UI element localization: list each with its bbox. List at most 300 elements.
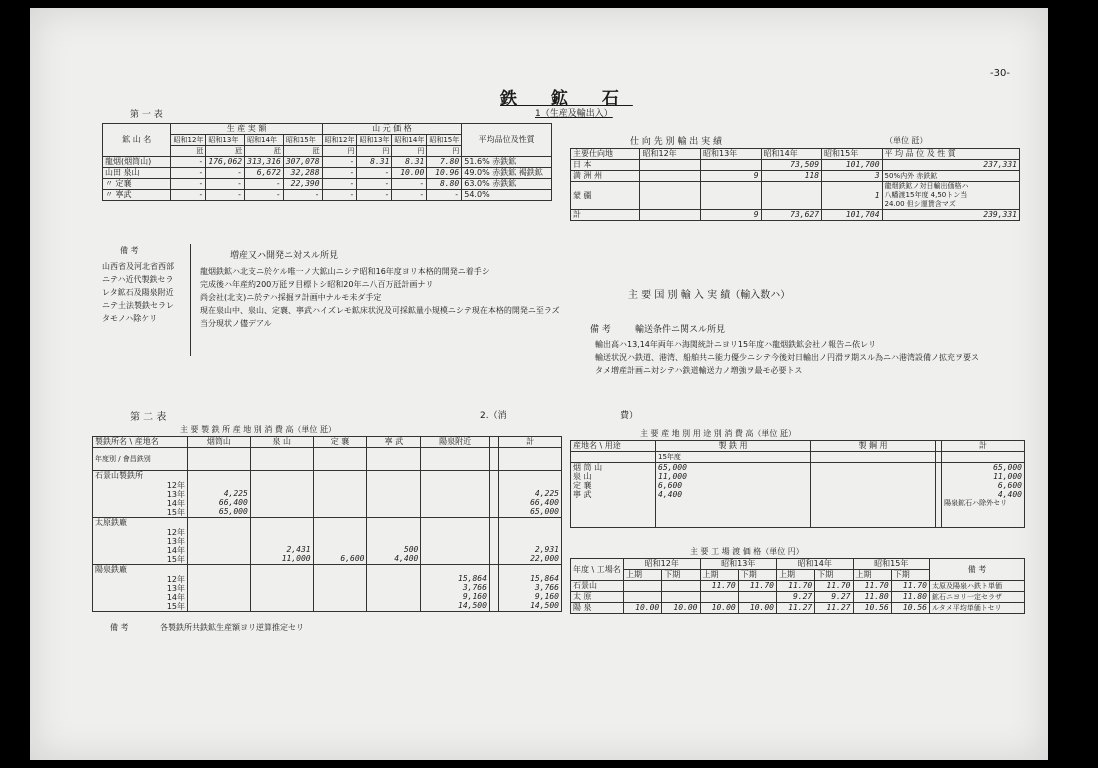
- value: 14,500: [530, 601, 559, 610]
- col-header: 昭和12年: [624, 559, 701, 570]
- note-line: タメ増産計画ニ対シテハ鉄道輸送力ノ増強ヲ最モ必要トス: [595, 366, 803, 375]
- value: 15,864: [530, 574, 559, 583]
- col-header: 製鉄所名 \ 産地名: [93, 437, 188, 448]
- export-title: 仕 向 先 別 輸 出 実 績: [630, 137, 723, 147]
- value: [253, 480, 311, 489]
- export-unit: （単位 瓩）: [885, 136, 928, 145]
- cell: 8.31: [392, 157, 427, 168]
- value: [423, 489, 487, 498]
- value: [501, 527, 559, 536]
- cell: -: [357, 179, 392, 190]
- col-header: 定 襄: [313, 437, 367, 448]
- table-row: [571, 603, 1025, 614]
- note-line: 尚会社(北支)ニ於テハ採掘ヲ計画中ナルモ未ダ手定: [200, 293, 382, 302]
- cell: [761, 182, 822, 210]
- cell: [421, 565, 490, 612]
- value: [253, 592, 311, 601]
- unit-label: 円: [427, 146, 462, 157]
- table1-label: 第 一 表: [130, 110, 163, 120]
- year: 12年: [166, 481, 185, 490]
- half-header: 上期: [700, 570, 738, 581]
- half-header: 上期: [777, 570, 815, 581]
- cell: -: [322, 179, 357, 190]
- import-remarks-body: [595, 338, 979, 377]
- cell: [640, 160, 701, 171]
- value: [190, 583, 248, 592]
- cell: -: [171, 157, 206, 168]
- cell: [640, 182, 701, 210]
- cell: 11.70: [815, 581, 853, 592]
- col-header: 昭和14年: [761, 149, 822, 160]
- year-header: 昭和13年: [357, 135, 392, 146]
- cell: [367, 471, 421, 518]
- cell: [701, 160, 762, 171]
- cell: -: [245, 179, 284, 190]
- cell: [367, 565, 421, 612]
- cell: [313, 565, 367, 612]
- value: 2,431: [286, 545, 311, 554]
- group-cell: [93, 471, 188, 518]
- year-header: 昭和14年: [392, 135, 427, 146]
- table-row: [571, 160, 1020, 171]
- table-row: [571, 210, 1020, 221]
- value: 4,225: [534, 489, 559, 498]
- value: [369, 583, 418, 592]
- cell: 118: [761, 171, 822, 182]
- table4-title: 主 要 工 場 渡 価 格（単位 円）: [690, 547, 804, 556]
- cell: -: [357, 168, 392, 179]
- value: 6,600: [658, 481, 683, 490]
- remarks-body: [200, 265, 560, 330]
- cell: 9: [701, 171, 762, 182]
- cell: 10.00: [662, 603, 700, 614]
- value: [316, 527, 365, 536]
- cell: 計: [571, 210, 640, 221]
- group-name: 石景山製鉄所: [95, 471, 143, 480]
- value: [423, 498, 487, 507]
- value: [253, 507, 311, 516]
- year-header: 昭和15年: [283, 135, 322, 146]
- cell: 11.80: [853, 592, 891, 603]
- page-title: 鉄 鉱 石: [500, 89, 633, 109]
- value: [369, 527, 418, 536]
- mine-name: 山田 泉山: [103, 168, 171, 179]
- value: 3,766: [534, 583, 559, 592]
- cell: [188, 518, 251, 565]
- year: 15年: [166, 555, 185, 564]
- col-header: 主要仕向地: [571, 149, 640, 160]
- value: [316, 507, 365, 516]
- table-row: [571, 171, 1020, 182]
- value: [369, 498, 418, 507]
- half-header: 下期: [662, 570, 700, 581]
- cell: 11.27: [815, 603, 853, 614]
- cell: [421, 471, 490, 518]
- col-sales: 山 元 価 格: [322, 124, 462, 135]
- cell: 10.00: [624, 603, 662, 614]
- year: 13年: [166, 490, 185, 499]
- cell: [942, 463, 1025, 528]
- col-header: 寧 武: [367, 437, 421, 448]
- col-header: 製 鉄 用: [656, 441, 811, 452]
- unit-label: 瓩: [206, 146, 245, 157]
- cell: [367, 518, 421, 565]
- value: [190, 574, 248, 583]
- table-row: [571, 182, 1020, 210]
- cell: 11.70: [853, 581, 891, 592]
- table2-remarks-text: 各製鉄所共鉄鉱生産額ヨリ逆算推定セリ: [160, 623, 304, 632]
- cell: [250, 518, 313, 565]
- value: 11,000: [658, 472, 687, 481]
- factory-name: 石景山: [571, 581, 624, 592]
- value: [190, 527, 248, 536]
- value: 4,225: [223, 489, 248, 498]
- note-line: 龍烟鉄鉱ハ北支ニ於ケル唯一ノ大鉱山ニシテ昭和16年度ヨリ本格的開発ニ着手シ: [200, 267, 490, 276]
- table1-production: [102, 123, 552, 201]
- table-row: [571, 581, 1025, 592]
- mine-name: 〃 寧武: [103, 190, 171, 201]
- value: [369, 536, 418, 545]
- table2-title: 主 要 製 鉄 所 産 地 別 消 費 高（単位 瓩）: [180, 425, 336, 434]
- half-header: 上期: [624, 570, 662, 581]
- half-header: 下期: [738, 570, 776, 581]
- note-line: 完成後ハ年産約200万瓩ヲ目標トシ昭和20年ニ八百万瓩計画ナリ: [200, 280, 434, 289]
- cell: 10.00: [738, 603, 776, 614]
- value: 4,400: [394, 554, 419, 563]
- cell: 10.56: [891, 603, 929, 614]
- year-list: [95, 481, 185, 517]
- col-header: 備 考: [930, 559, 1025, 581]
- cell: [656, 463, 811, 528]
- mine-name: 龍烟(烟筒山): [103, 157, 171, 168]
- site-name: 定 襄: [573, 481, 592, 490]
- value: [501, 480, 559, 489]
- value: 65,000: [993, 463, 1022, 472]
- value: [316, 498, 365, 507]
- year: 14年: [166, 593, 185, 602]
- value: 9,160: [534, 592, 559, 601]
- cell: 237,331: [882, 160, 1019, 171]
- cell: 11.27: [777, 603, 815, 614]
- col-header: 産地名 \ 用途: [571, 441, 656, 452]
- value: 500: [403, 545, 419, 554]
- value: [369, 489, 418, 498]
- value: 11,000: [993, 472, 1022, 481]
- value: [423, 480, 487, 489]
- cell: 73,627: [761, 210, 822, 221]
- table-row: [103, 157, 552, 168]
- remark: 鉱石ニヨリ一定セラザ: [930, 592, 1025, 603]
- cell: 8.31: [357, 157, 392, 168]
- table-row: [571, 592, 1025, 603]
- remarks-heading: 増産又ハ開発ニ対スル所見: [230, 251, 339, 261]
- col-header: 昭和15年: [853, 559, 930, 570]
- col-header: 昭和13年: [701, 149, 762, 160]
- value: [190, 545, 248, 554]
- site-name: 寧 武: [573, 490, 592, 499]
- col-header: 平 均 品 位 及 性 質: [882, 149, 1019, 160]
- cell: [571, 463, 656, 528]
- value: [423, 536, 487, 545]
- cell: 22,390: [283, 179, 322, 190]
- note-line: タモノハ除ケリ: [102, 314, 158, 323]
- year-header: 昭和12年: [322, 135, 357, 146]
- site-name: 烟 筒 山: [573, 463, 603, 472]
- value: [316, 489, 365, 498]
- import-remarks-heading: 輸送条件ニ関スル所見: [635, 325, 726, 335]
- cell: -: [206, 179, 245, 190]
- value: [253, 527, 311, 536]
- year-header: 昭和14年: [245, 135, 284, 146]
- col-production: 生 産 実 額: [171, 124, 322, 135]
- table4-prices: [570, 558, 1025, 614]
- col-grade: 平均品位及性質: [462, 124, 552, 157]
- cell: 6,672: [245, 168, 284, 179]
- table-row: [103, 168, 552, 179]
- cell: 7.80: [427, 157, 462, 168]
- value: [190, 592, 248, 601]
- value: [369, 480, 418, 489]
- cell: 3: [822, 171, 883, 182]
- import-remarks-label: 備 考: [590, 325, 611, 335]
- cell: 11.70: [891, 581, 929, 592]
- col-header: 昭和12年: [640, 149, 701, 160]
- table2-label: 第 二 表: [130, 412, 167, 423]
- value: [253, 574, 311, 583]
- cell: [738, 592, 776, 603]
- cell: 51.6% 赤鉄鉱: [462, 157, 552, 168]
- value: 66,400: [218, 498, 248, 507]
- unit-label: 瓩: [283, 146, 322, 157]
- cell: [499, 518, 562, 565]
- table-row: [93, 471, 562, 518]
- cell: 101,700: [822, 160, 883, 171]
- row-header: 年度別 / 會昌鉄別: [93, 448, 188, 471]
- half-header: 下期: [891, 570, 929, 581]
- value: [316, 574, 365, 583]
- note-line: 輸送状況ハ鉄道、港湾、船舶共ニ能力優少ニシテ今後対日輸出ノ円滑ヲ期スル為ニハ港湾設備ノ拡充ヲ要ス: [595, 353, 979, 362]
- note-line: 24.00 但シ運賃含マズ: [884, 200, 956, 208]
- cell: -: [322, 168, 357, 179]
- half-header: 上期: [853, 570, 891, 581]
- cell: -: [206, 168, 245, 179]
- year-header: 昭和15年: [427, 135, 462, 146]
- cell: -: [427, 190, 462, 201]
- cell: 239,331: [882, 210, 1019, 221]
- table2-remarks-label: 備 考: [110, 623, 129, 632]
- cell: [421, 518, 490, 565]
- note-line: 八幡渡15年度 4,50トン当: [884, 191, 968, 199]
- col-header: 年度 \ 工場名: [571, 559, 624, 581]
- year: 14年: [166, 546, 185, 555]
- value: [316, 536, 365, 545]
- cell: 日 本: [571, 160, 640, 171]
- note-line: 現在泉山中、泉山、定襄、寧武ハイズレモ鉱床状況及可採鉱量小規模ニシテ現在本格的開発ニ至ラズ: [200, 306, 560, 315]
- cell: 54.0%: [462, 190, 552, 201]
- col-header: 計: [942, 441, 1025, 452]
- cell: [882, 182, 1019, 210]
- value: 11,000: [281, 554, 311, 563]
- note-line: 龍烟鉄鉱ノ対日輸出価格ハ: [884, 182, 969, 190]
- factory-name: 陽 泉: [571, 603, 624, 614]
- year: 15年: [166, 602, 185, 611]
- mine-name: 〃 定襄: [103, 179, 171, 190]
- value: [501, 536, 559, 545]
- value: [316, 601, 365, 610]
- value: 22,000: [530, 554, 559, 563]
- page-subtitle: 1（生産及輸出入）: [535, 109, 613, 119]
- cell: 176,062: [206, 157, 245, 168]
- value: [423, 527, 487, 536]
- table2-consumption: [92, 436, 562, 612]
- cell: 10.56: [853, 603, 891, 614]
- cell: [250, 471, 313, 518]
- cell: [640, 171, 701, 182]
- value: [253, 498, 311, 507]
- cell: -: [171, 168, 206, 179]
- year: 12年: [166, 528, 185, 537]
- half-header: 下期: [815, 570, 853, 581]
- page-number: -30-: [990, 68, 1010, 79]
- col-header: 昭和15年: [822, 149, 883, 160]
- cell: 50%内外 赤鉄鉱: [882, 171, 1019, 182]
- year: 13年: [166, 537, 185, 546]
- value: 6,600: [997, 481, 1022, 490]
- value: 6,600: [340, 554, 365, 563]
- cell: [640, 210, 701, 221]
- cell: [701, 182, 762, 210]
- cell: 101,704: [822, 210, 883, 221]
- value: [253, 601, 311, 610]
- remarks-left: [102, 260, 174, 325]
- note: 陽泉鉱石ハ除外セリ: [944, 499, 1008, 507]
- col-header: 昭和14年: [777, 559, 854, 570]
- document-page: [30, 8, 1048, 760]
- cell: 1: [822, 182, 883, 210]
- year-header: 昭和13年: [206, 135, 245, 146]
- note-line: レタ鉱石及陽泉附近: [102, 288, 174, 297]
- cell: 9.27: [777, 592, 815, 603]
- group-name: 太原鉄廠: [95, 518, 127, 527]
- group-name: 陽泉鉄廠: [95, 565, 127, 574]
- value: [316, 480, 365, 489]
- cell: 10.00: [392, 168, 427, 179]
- col-header: 昭和13年: [700, 559, 777, 570]
- cell: 9.27: [815, 592, 853, 603]
- cell: 307,078: [283, 157, 322, 168]
- value: [423, 545, 487, 554]
- year: 13年: [166, 584, 185, 593]
- cell: 11.70: [738, 581, 776, 592]
- cell: [313, 518, 367, 565]
- cell: 63.0% 赤鉄鉱: [462, 179, 552, 190]
- value: 4,400: [997, 490, 1022, 499]
- cell: -: [206, 190, 245, 201]
- value: 65,000: [658, 463, 687, 472]
- value: [423, 554, 487, 563]
- note-line: 当分現状ノ儘デアル: [200, 319, 272, 328]
- value: [253, 536, 311, 545]
- cell: -: [283, 190, 322, 201]
- note-line: 山西省及河北省西部: [102, 262, 174, 271]
- cell: [624, 592, 662, 603]
- value: [190, 554, 248, 563]
- cell: [662, 581, 700, 592]
- cell: -: [357, 190, 392, 201]
- unit-label: 円: [357, 146, 392, 157]
- col-mine: 鉱 山 名: [103, 124, 171, 157]
- col-header: [489, 437, 498, 448]
- cell: 蒙 疆: [571, 182, 640, 210]
- table-row: [103, 179, 552, 190]
- cell: -: [322, 190, 357, 201]
- value: 15,864: [458, 574, 487, 583]
- year-list: [95, 528, 185, 564]
- value: 65,000: [218, 507, 248, 516]
- value: 14,500: [458, 601, 487, 610]
- year-header: 昭和12年: [171, 135, 206, 146]
- value: [316, 545, 365, 554]
- cell: [188, 471, 251, 518]
- cell: 満 洲 州: [571, 171, 640, 182]
- note-line: ニテ土法製鉄セラレ: [102, 301, 174, 310]
- cell: -: [322, 157, 357, 168]
- cell: [499, 471, 562, 518]
- col-header: 泉 山: [250, 437, 313, 448]
- cell: 32,288: [283, 168, 322, 179]
- cell: [499, 565, 562, 612]
- value: [190, 601, 248, 610]
- cell: [188, 565, 251, 612]
- year: 12年: [166, 575, 185, 584]
- export-table: [570, 148, 1020, 221]
- cell: 313,316: [245, 157, 284, 168]
- remark: ルタメ平均単価トセリ: [930, 603, 1025, 614]
- factory-name: 太 原: [571, 592, 624, 603]
- year-list: [95, 575, 185, 611]
- value: [190, 536, 248, 545]
- section-mark: 2.（消: [480, 411, 507, 421]
- cell: [662, 592, 700, 603]
- value: 65,000: [530, 507, 559, 516]
- remark: 太原及陽泉ハ鉄ト単価: [930, 581, 1025, 592]
- site-name: 泉 山: [573, 472, 592, 481]
- cell: 73,509: [761, 160, 822, 171]
- cell: -: [171, 179, 206, 190]
- year: 14年: [166, 499, 185, 508]
- cell: 10.00: [700, 603, 738, 614]
- col-header: 烟筒山: [188, 437, 251, 448]
- value: [316, 592, 365, 601]
- col-header: 計: [499, 437, 562, 448]
- cell: 10.96: [427, 168, 462, 179]
- unit-label: 瓩: [245, 146, 284, 157]
- cell: 49.0% 赤鉄鉱 褐鉄鉱: [462, 168, 552, 179]
- cell: 11.80: [891, 592, 929, 603]
- table-row: [93, 565, 562, 612]
- group-cell: [93, 518, 188, 565]
- table3-usage: [570, 440, 1025, 528]
- cell: 8.80: [427, 179, 462, 190]
- cell: -: [392, 190, 427, 201]
- value: 3,766: [462, 583, 487, 592]
- cell: 9: [701, 210, 762, 221]
- unit-label: 円: [392, 146, 427, 157]
- remarks-label: 備 考: [120, 246, 139, 255]
- cell: 11.70: [777, 581, 815, 592]
- value: [423, 507, 487, 516]
- unit-label: 瓩: [171, 146, 206, 157]
